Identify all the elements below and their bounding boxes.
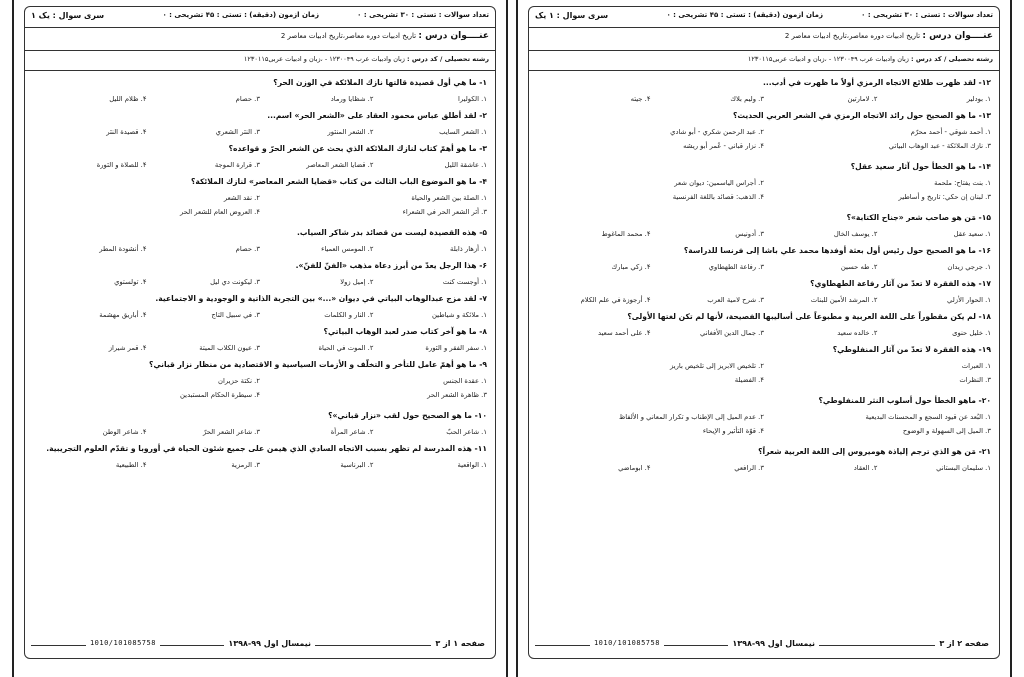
answer-option[interactable]: ۱. سليمان البستاني (936, 464, 991, 472)
answer-option[interactable]: ۴. قصيدة النثر (106, 128, 147, 136)
answer-option[interactable]: ۲. خالده سعيد (837, 329, 878, 337)
course-row (31, 31, 489, 45)
answer-option[interactable]: ۳. رفاعة الطهطاوي (708, 263, 764, 271)
question-text: ۴- ما هو الموضوع الباب الثالث من كتاب «قضايا الشعر المعاصر» لنازك الملائكة؟ (190, 177, 487, 186)
answer-options (33, 94, 487, 104)
answer-option[interactable]: ۴. شاعر الوطن (102, 428, 147, 436)
answer-option[interactable]: ۴. تولستوي (114, 278, 147, 286)
course-title: تاریخ ادبیات دوره معاصر،تاریخ ادبیات معاصر 2 (784, 32, 921, 40)
exam-header (529, 7, 999, 71)
answer-option[interactable]: ۱. الكوليرا (458, 95, 487, 103)
question (537, 212, 991, 239)
question-text: ۱۱- هذه المدرسة لم تظهر بسبب الاتجاه السادي الذي هيمن على جميع شئون الحياة في أوروبا و تقدّم العلوم التجريبية. (46, 444, 487, 453)
question-text: ۵- هذه القصيدة ليست من قصائد بدر شاكر السياب. (297, 228, 487, 237)
answer-option[interactable]: ۴. قمر شيراز (108, 344, 147, 352)
question (33, 326, 487, 353)
field-value: زبان وادبیات عرب ۱۲۳۰۰۴۹ - ،زبان و ادبیات عربی۱۲۳۰۱۱۵ (243, 55, 405, 63)
question (537, 245, 991, 272)
answer-option[interactable]: ۴. الفضيلة (734, 376, 764, 384)
answer-options (33, 376, 487, 404)
answer-option[interactable]: ۱. البُعد عن قيود السجع و المحسنات البديعية (865, 413, 991, 421)
question (33, 227, 487, 254)
answer-option[interactable]: ۴. قوّة التأثير و الإيحاء (702, 427, 764, 435)
answer-option[interactable]: ۴. ظلام الليل (109, 95, 147, 103)
answer-options (33, 127, 487, 137)
question (537, 311, 991, 338)
field-row (535, 55, 993, 67)
exam-header (25, 7, 495, 71)
exam-page-2 (516, 0, 1012, 677)
question-text: ۱۹- هذه الفقرة لا تعدّ من آثار المنفلوطي؟ (832, 345, 991, 354)
question (33, 77, 487, 104)
answer-option[interactable]: ۲. الشعر المنثور (327, 128, 374, 136)
header-divider (529, 27, 999, 28)
question-text: ۱- ما هي أول قصيدة قالتها نازك الملائكة في الوزن الحر؟ (273, 78, 487, 87)
header-divider (25, 27, 495, 28)
answer-option[interactable]: ۴. أنشودة المطر (99, 245, 147, 253)
course-label: عنــــوان درس : (418, 31, 489, 41)
answer-option[interactable]: ۳. الميل إلى السهولة و الوضوح (902, 427, 991, 435)
header-row-counts (31, 11, 489, 23)
exam-code: 1010/101085758 (590, 639, 664, 647)
answer-option[interactable]: ۳. ليكونت دي ليل (210, 278, 260, 286)
question (537, 161, 991, 206)
question (537, 395, 991, 440)
question-text: ۱۸- لم يكن مقطوراً على اللغة العربية و مطبوعاً على أساليبها الفصيحة، لأنها لم تكن لغتها الأولى؟ (627, 312, 991, 321)
answer-options (537, 295, 991, 305)
answer-option[interactable]: ۳. أدونيس (735, 230, 764, 238)
answer-option[interactable]: ۳. لبنان إن حكي: تاريخ و أساطير (898, 193, 991, 201)
answer-options (33, 310, 487, 320)
course-row (535, 31, 993, 45)
answer-option[interactable]: ۴. على أحمد سعيد (598, 329, 651, 337)
answer-option[interactable]: ۱. عاشقة الليل (444, 161, 487, 169)
answer-option[interactable]: ۴. ابوماضي (618, 464, 651, 472)
semester-label: نیمسال اول ۹۹-۱۳۹۸ (224, 639, 315, 648)
question (33, 176, 487, 221)
answer-option[interactable]: ۴. أرجوزة في علم الكلام (580, 296, 651, 304)
answer-option[interactable]: ۱. بنت يفتاح: ملحمة (934, 179, 991, 187)
answer-option[interactable]: ۳. الرمزية (231, 461, 260, 469)
question (33, 443, 487, 470)
answer-option[interactable]: ۳. النظرات (959, 376, 991, 384)
answer-option[interactable]: ۱. سفر الفقر و الثورة (425, 344, 487, 352)
answer-option[interactable]: ۱. العبرات (961, 362, 991, 370)
answer-options (537, 361, 991, 389)
answer-options (537, 229, 991, 239)
answer-option[interactable]: ۳. عيون الكلاب الميتة (199, 344, 260, 352)
question-list (25, 77, 495, 632)
exam-code: 1010/101085758 (86, 639, 160, 647)
answer-option[interactable]: ۴. نزار قباني - عُمر أبو ريشه (683, 142, 764, 150)
answer-option[interactable]: ۲. النار و الكلمات (324, 311, 374, 319)
question-text: ۲۱- مَن هو الذي ترجم إلياذة هوميروس إلى اللغة العربية شعراً؟ (758, 447, 991, 456)
exam-sheet (528, 6, 1000, 659)
exam-sheet (24, 6, 496, 659)
question-series: سری سوال : ۱ یک (535, 11, 609, 20)
answer-option[interactable]: ۲. الموت في الحياة (318, 344, 374, 352)
answer-option[interactable]: ۱. عقدة الجنس (443, 377, 487, 385)
field-value: زبان وادبیات عرب ۱۲۳۰۰۴۹ - ،زبان و ادبیات عربی۱۲۳۰۱۱۵ (747, 55, 909, 63)
semester-label: نیمسال اول ۹۹-۱۳۹۸ (728, 639, 819, 648)
answer-option[interactable]: ۲. المومس العمياء (321, 245, 374, 253)
header-divider (529, 50, 999, 51)
answer-option[interactable]: ۲. عدم الميل إلى الإطناب و تكرار المعاني و الألفاظ (618, 413, 764, 421)
answer-option[interactable]: ۲. العقاد (853, 464, 878, 472)
exam-footer (31, 638, 489, 652)
answer-option[interactable]: ۴. أباريق مهشمة (99, 311, 147, 319)
course-title: تاریخ ادبیات دوره معاصر،تاریخ ادبیات معاصر 2 (280, 32, 417, 40)
answer-option[interactable]: ۱. الصلة بين الشعر والحياة (411, 194, 487, 202)
question-text: ۱۲- لقد ظهرت طلائع الاتجاه الرمزي أولاً ما ظهرت في أدب... (762, 78, 991, 87)
answer-option[interactable]: ۳. شرح لامية العرب (707, 296, 764, 304)
question-count: تعداد سوالات : تستی : ۳۰ تشریحی : ۰ (357, 11, 489, 19)
question-text: ۱۶- ما هو الصحيح حول رئيس أول بعثة أوفدها محمد علي باشا إلى فرنسا للدراسة؟ (683, 246, 991, 255)
answer-options (537, 463, 991, 473)
question-series: سری سوال : یک ۱ (31, 11, 105, 20)
question (33, 359, 487, 404)
answer-options (537, 178, 991, 206)
answer-option[interactable]: ۲. يوسف الخال (833, 230, 878, 238)
answer-options (33, 244, 487, 254)
course-label: عنــــوان درس : (922, 31, 993, 41)
answer-option[interactable]: ۲. شاعر المرأة (330, 428, 374, 436)
answer-options (33, 460, 487, 470)
answer-option[interactable]: ۳. النثر الشعري (215, 128, 260, 136)
answer-option[interactable]: ۲. البرناسية (340, 461, 374, 469)
answer-option[interactable]: ۳. في سبيل التاج (211, 311, 260, 319)
answer-option[interactable]: ۴. جيته (630, 95, 651, 103)
question (33, 260, 487, 287)
answer-option[interactable]: ۱. الواقعية (457, 461, 487, 469)
answer-option[interactable]: ۴. العروض العام للشعر الحر (180, 208, 260, 216)
exam-time: زمان آزمون (دقیقه) : تستی : ۴۵ تشریحی : ۰ (162, 11, 319, 19)
question-text: ۱۷- هذه الفقرة لا تعدّ من آثار رفاعة الطهطاوي؟ (810, 279, 991, 288)
question-text: ۳- ما هو أهمّ كتاب لنازك الملائكة الذي بحث عن الشعر الحرّ و قواعده؟ (228, 144, 487, 153)
answer-option[interactable]: ۳. ظاهرة الشعر الحر (427, 391, 487, 399)
answer-option[interactable]: ۱. أوجست كنت (442, 278, 487, 286)
question-text: ۸- ما هو آخر كتاب صدر لعبد الوهاب البياتي؟ (323, 327, 487, 336)
answer-option[interactable]: ۳. وليم بلاك (730, 95, 764, 103)
answer-options (33, 343, 487, 353)
answer-options (537, 328, 991, 338)
answer-option[interactable]: ۳. حصام (235, 245, 260, 253)
question (33, 110, 487, 137)
question (537, 446, 991, 473)
answer-option[interactable]: ۳. أثر الشعر الحر في الشعراء (402, 208, 487, 216)
answer-option[interactable]: ۱. الشعر السايب (439, 128, 487, 136)
answer-options (33, 160, 487, 170)
exam-footer (535, 638, 993, 652)
answer-option[interactable]: ۳. نازك الملائكة - عبد الوهاب البياتي (888, 142, 991, 150)
answer-option[interactable]: ۱. بودلير (966, 95, 991, 103)
answer-options (33, 277, 487, 287)
answer-option[interactable]: ۱. شاعر الحبّ (446, 428, 487, 436)
answer-option[interactable]: ۱. سعيد عقل (953, 230, 991, 238)
answer-options (537, 94, 991, 104)
answer-option[interactable]: ۴. محمد الماغوط (601, 230, 651, 238)
answer-option[interactable]: ۳. شاعر الشعر الحرّ (202, 428, 260, 436)
answer-option[interactable]: ۲. عبد الرحمن شكري - أبو شادي (670, 128, 764, 136)
question-list (529, 77, 999, 632)
question-text: ۷- لقد مزج عبدالوهاب البياتي في ديوان «...» بين التجربة الذاتية و الوجودية و الاجتماعية. (155, 294, 487, 303)
answer-option[interactable]: ۲. قضايا الشعر المعاصر (306, 161, 374, 169)
answer-option[interactable]: ۳. جمال الدين الأفغاني (700, 329, 764, 337)
page-number: صفحه ۲ از ۳ (935, 639, 993, 648)
answer-option[interactable]: ۲. نكتة حزيران (218, 377, 260, 385)
answer-option[interactable]: ۱. أزهار ذابلة (450, 245, 487, 253)
answer-option[interactable]: ۲. لامارتين (847, 95, 878, 103)
answer-option[interactable]: ۱. الحوار الأزلي (947, 296, 991, 304)
question-count: تعداد سوالات : تستی : ۳۰ تشریحی : ۰ (861, 11, 993, 19)
answer-options (33, 427, 487, 437)
header-row-counts (535, 11, 993, 23)
field-label: رشته تحصیلی / کد درس : (910, 55, 993, 63)
question (537, 344, 991, 389)
answer-option[interactable]: ۱. ملائكة و شياطين (431, 311, 487, 319)
header-divider (25, 50, 495, 51)
answer-option[interactable]: ۱. أحمد شوقي - أحمد محرّم (910, 128, 991, 136)
answer-option[interactable]: ۴. زكي مبارك (611, 263, 651, 271)
answer-options (537, 412, 991, 440)
answer-options (537, 127, 991, 155)
question (33, 293, 487, 320)
field-label: رشته تحصیلی / کد درس : (406, 55, 489, 63)
question-text: ۶- هذا الرجل يعدّ من أبرز دعاة مذهب «الفنّ للفنّ». (295, 261, 487, 270)
question (537, 77, 991, 104)
field-row (31, 55, 489, 67)
question (537, 278, 991, 305)
question-text: ۱۴- ما هو الخطأ حول آثار سعيد عقل؟ (850, 162, 991, 171)
answer-options (33, 193, 487, 221)
question (33, 410, 487, 437)
answer-option[interactable]: ۴. الطبيعية (115, 461, 147, 469)
question-text: ۲۰- ماهو الخطأ حول أسلوب النثر للمنفلوطي؟ (818, 396, 991, 405)
question-text: ۹- ما هو أهمّ عامل للتأخر و التخلّف و الأزمات السياسية و الاقتصادية من منظار نزار قباني؟ (149, 360, 487, 369)
answer-option[interactable]: ۲. نقد الشعر (223, 194, 260, 202)
exam-time: زمان آزمون (دقیقه) : تستی : ۴۵ تشریحی : ۰ (666, 11, 823, 19)
answer-option[interactable]: ۲. إميل زولا (340, 278, 374, 286)
answer-option[interactable]: ۳. الرافعي (734, 464, 764, 472)
answer-option[interactable]: ۲. تلخيص الابريز إلى تلخيص باريز (670, 362, 764, 370)
page-number: صفحه ۱ از ۳ (431, 639, 489, 648)
answer-option[interactable]: ۱. خليل حنوی (952, 329, 991, 337)
answer-options (537, 262, 991, 272)
question-text: ۲- لقد أطلق عباس محمود العقاد على «الشعر الحر» اسم... (267, 111, 487, 120)
question (33, 143, 487, 170)
answer-option[interactable]: ۲. أجراس الياسمين: ديوان شعر (674, 179, 764, 187)
question-text: ۱۵- مَن هو صاحب شعر «جناح الكتابة»؟ (846, 213, 991, 222)
exam-page-1 (12, 0, 508, 677)
answer-option[interactable]: ۳. قرارة الموجة (214, 161, 260, 169)
answer-option[interactable]: ۴. سيطرة الحكام المستبدين (180, 391, 260, 399)
answer-option[interactable]: ۱. جرجي زيدان (947, 263, 991, 271)
answer-option[interactable]: ۴. للصلاة و الثورة (96, 161, 147, 169)
answer-option[interactable]: ۲. طه حسين (840, 263, 878, 271)
question-text: ۱۰- ما هو الصحيح حول لقب «نزار قباني»؟ (328, 411, 487, 420)
answer-option[interactable]: ۲. شظايا ورماد (330, 95, 374, 103)
answer-option[interactable]: ۳. حصام (235, 95, 260, 103)
answer-option[interactable]: ۲. المرشد الأمين للبنات (810, 296, 878, 304)
answer-option[interactable]: ۴. الذهب: قصائد باللغة الفرنسية (672, 193, 764, 201)
question (537, 110, 991, 155)
question-text: ۱۳- ما هو الصحيح حول رائد الاتجاه الرمزي في الشعر العربي الحديث؟ (732, 111, 991, 120)
